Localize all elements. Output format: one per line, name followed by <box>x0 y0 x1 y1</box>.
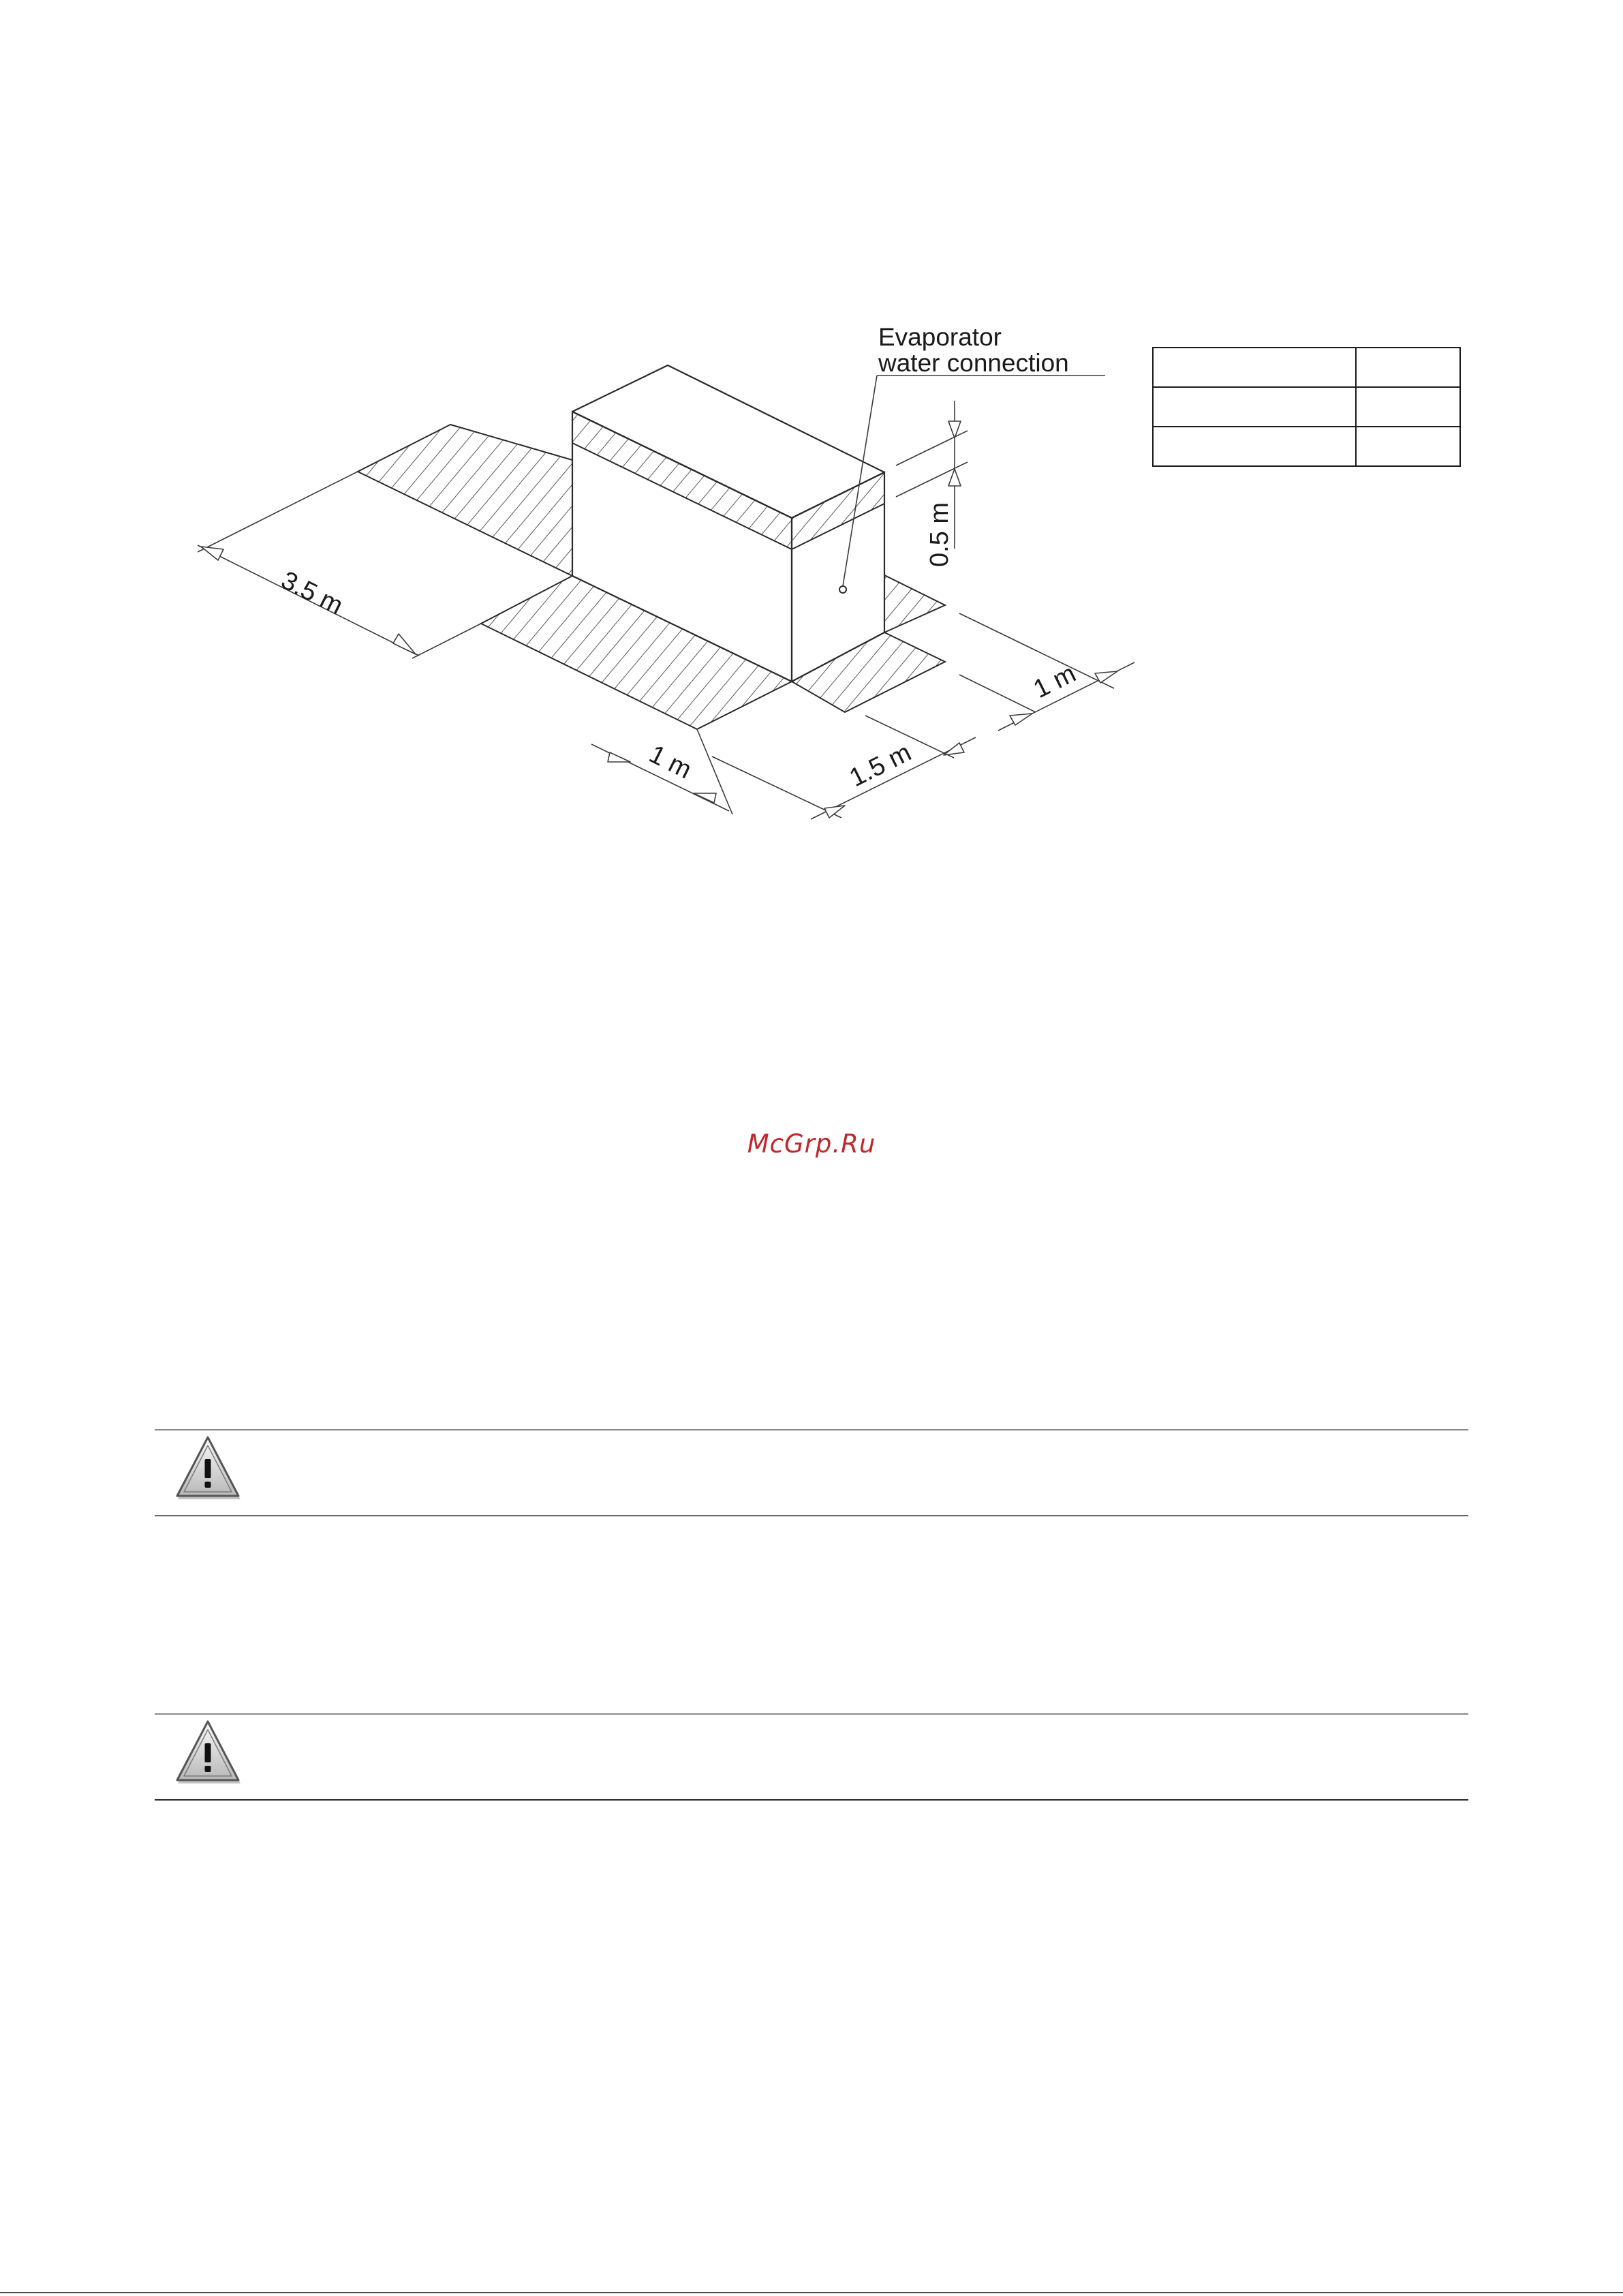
table-cell <box>1153 427 1356 466</box>
dim-top-arrow-2 <box>948 469 961 486</box>
dim-right-label: 1 m <box>1029 659 1081 705</box>
clearance-zone-front <box>481 576 792 729</box>
callout-label-line2: water connection <box>878 349 1069 377</box>
dim-front-left-arrow-1 <box>608 752 630 762</box>
dim-front-left-arrow-2 <box>694 793 716 803</box>
callout-label-line1: Evaporator <box>878 323 1002 351</box>
clearance-zone-right-back <box>884 575 945 632</box>
dim-top-ext-1 <box>896 431 968 465</box>
dim-left-ext-1 <box>198 472 358 552</box>
dim-front-right-ext-1 <box>712 756 841 818</box>
unit-side-band <box>792 472 884 549</box>
dim-top-label: 0.5 m <box>925 502 954 567</box>
warning-triangle-icon <box>172 1433 243 1504</box>
dim-right-ext-2 <box>959 675 1036 712</box>
dim-left-ext-2 <box>412 624 481 658</box>
dim-top-arrow-1 <box>948 421 961 438</box>
dim-left-arrow-1 <box>201 547 223 560</box>
table-row <box>1153 427 1460 466</box>
table-cell <box>1356 348 1460 387</box>
connection-point <box>839 586 846 593</box>
table-row <box>1153 348 1460 387</box>
clearance-zone-right <box>792 632 945 712</box>
warning-triangle-icon <box>172 1717 243 1788</box>
dim-front-left-label: 1 m <box>644 739 696 785</box>
dim-left-arrow-2 <box>393 634 416 654</box>
warning-block-2 <box>155 1713 1468 1801</box>
table-cell <box>1153 348 1356 387</box>
table-cell <box>1153 387 1356 427</box>
watermark-text: McGrp.Ru <box>747 1129 876 1159</box>
unit-front-band <box>572 412 792 549</box>
dim-left-label: 3.5 m <box>276 566 347 621</box>
dim-front-right-label: 1.5 m <box>845 738 916 793</box>
clearance-zone-left <box>358 425 572 576</box>
page-bottom-rule <box>0 2292 1623 2293</box>
clearance-table <box>1152 347 1461 467</box>
dim-front-right-arrow-1 <box>824 806 845 818</box>
warning-block-1 <box>155 1429 1468 1516</box>
table-row <box>1153 387 1460 427</box>
table-cell <box>1356 387 1460 427</box>
table-cell <box>1356 427 1460 466</box>
